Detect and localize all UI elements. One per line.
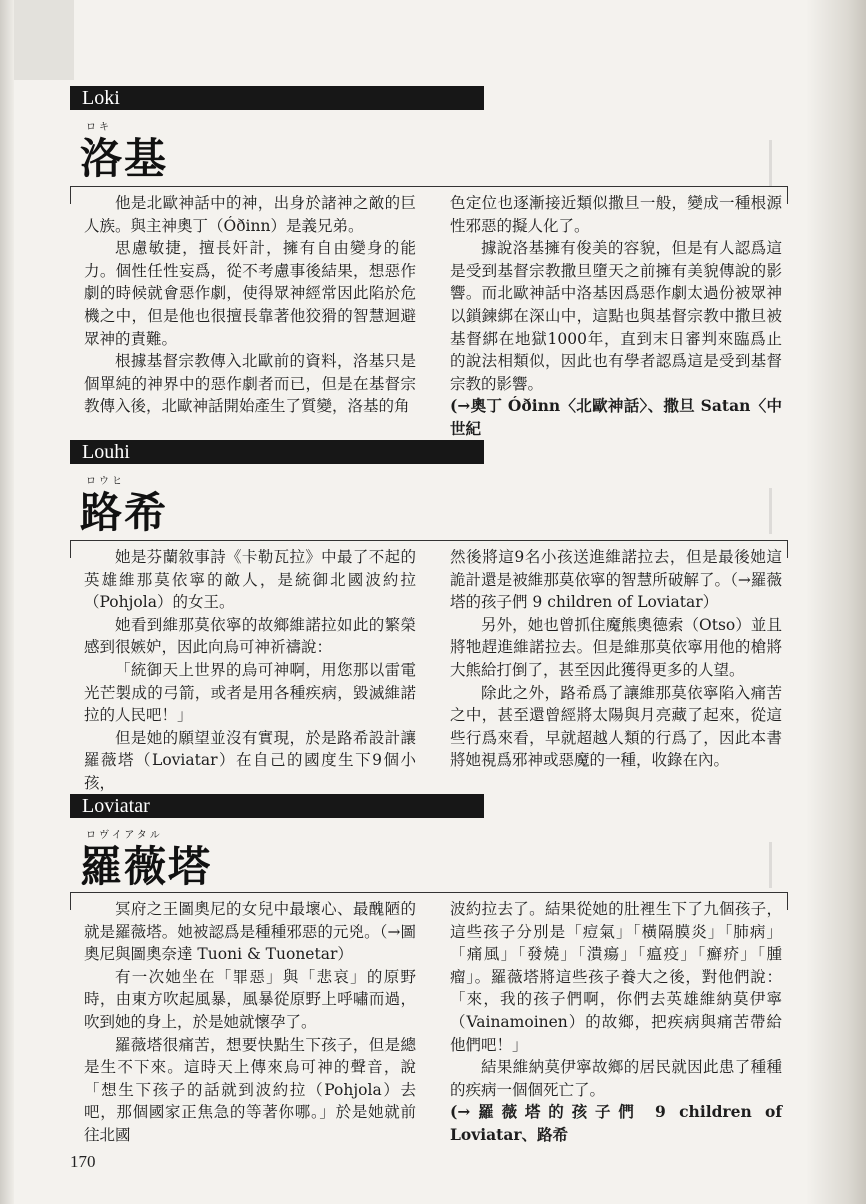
bleed-through-mark [769, 842, 806, 888]
left-column [84, 192, 416, 418]
left-column [84, 898, 416, 1147]
entry-name-bar: Loki [70, 86, 484, 110]
left-column [84, 546, 416, 795]
section-rule-left [70, 892, 71, 910]
entry-title: 洛基 [80, 134, 169, 183]
paragraph: 據說洛基擁有俊美的容貌，但是有人認爲這是受到基督宗教撒旦墮天之前擁有美貌傳說的影響。而北歐神話中洛基因爲惡作劇太過份被眾神以鎖鍊綁在深山中，這點也與基督宗教中撒旦被基督綁在地獄1000年，直到末日審判來臨爲止的說法相類似，因此也有學者認爲這是受到基督宗教的影響。 [450, 239, 782, 393]
paragraph: 然後將這9名小孩送進維諾拉去，但是最後她這詭計還是被維那莫依寧的智慧所破解了。（→羅薇塔的孩子們 9 children of Loviatar） [450, 548, 782, 612]
paragraph: 她是芬蘭敘事詩《卡勒瓦拉》中最了不起的英雄維那莫依寧的敵人，是統御北國波約拉（Pohjola）的女王。 [84, 548, 416, 612]
paragraph: 冥府之王圖奧尼的女兒中最壞心、最醜陋的就是羅薇塔。她被認爲是種種邪惡的元兇。（→圖奧尼與圖奧奈達 Tuoni & Tuonetar） [84, 900, 416, 964]
paragraph: 根據基督宗教傳入北歐前的資料，洛基只是個單純的神界中的惡作劇者而已，但是在基督宗教傳入後，北歐神話開始產生了質變，洛基的角 [84, 352, 416, 416]
paragraph: 羅薇塔很痛苦，想要快點生下孩子，但是總是生不下來。這時天上傳來烏可神的聲音，說「想生下孩子的話就到波約拉（Pohjola）去吧，那個國家正焦急的等著你哪。」於是她就前往北國 [84, 1035, 416, 1144]
paragraph: 他是北歐神話中的神，出身於諸神之敵的巨人族。與主神奧丁（Óðinn）是義兄弟。 [84, 194, 416, 235]
bleed-through-mark [769, 488, 806, 534]
section-rule-left [70, 540, 71, 558]
paragraph: 結果維納莫伊寧故鄉的居民就因此患了種種的疾病一個個死亡了。 [450, 1058, 782, 1099]
entry-title: 羅薇塔 [80, 842, 213, 891]
page-margin-tab [14, 0, 74, 80]
bleed-through-mark [769, 140, 806, 186]
paragraph: 另外，她也曾抓住魔熊奧德索（Otso）並且將牠趕進維諾拉去。但是維那莫依寧用他的槍將大熊給打倒了，甚至因此獲得更多的人望。 [450, 615, 782, 679]
section-rule-right [787, 892, 788, 910]
paragraph: 除此之外，路希爲了讓維那莫依寧陷入痛苦之中，甚至還曾經將太陽與月亮藏了起來，從這些行爲來看，早就超越人類的行爲了，因此本書將她視爲邪神或惡魔的一種，收錄在內。 [450, 683, 782, 770]
section-rule-right [787, 540, 788, 558]
paragraph: 色定位也逐漸接近類似撒旦一般，變成一種根源性邪惡的擬人化了。 [450, 194, 782, 235]
entry-name-bar: Louhi [70, 440, 484, 464]
right-column [450, 898, 782, 1147]
paragraph: 但是她的願望並沒有實現，於是路希設計讓羅薇塔（Loviatar）在自己的國度生下9個小孩， [84, 728, 416, 792]
section-rule [70, 892, 788, 893]
right-column [450, 546, 782, 772]
cross-reference: (→羅薇塔的孩子們 9 children of Loviatar、路希 [450, 1102, 782, 1144]
paragraph: 有一次她坐在「罪惡」與「悲哀」的原野時，由東方吹起風暴，風暴從原野上呼嘯而過，吹到她的身上，於是她就懷孕了。 [84, 967, 416, 1031]
paragraph: 思慮敏捷，擅長奸計，擁有自由變身的能力。個性任性妄爲，從不考慮事後結果，想惡作劇的時候就會惡作劇，使得眾神經常因此陷於危機之中，但是他也很擅長靠著他狡猾的智慧迴避眾神的責難。 [84, 239, 416, 348]
paragraph: 「統御天上世界的烏可神啊，用您那以雷電光芒製成的弓箭，或者是用各種疾病，毀滅維諾拉的人民吧！」 [84, 660, 416, 725]
page-edge-shadow [806, 0, 866, 1204]
section-rule-right [787, 186, 788, 204]
section-rule [70, 186, 788, 187]
section-rule-left [70, 186, 71, 204]
page-gutter-shadow [0, 0, 14, 1204]
right-column [450, 192, 782, 441]
entry-kana: ロキ [86, 122, 112, 133]
page-number: 170 [70, 1152, 96, 1171]
entry-name-bar: Loviatar [70, 794, 484, 818]
section-rule [70, 540, 788, 541]
paragraph: 她看到維那莫依寧的故鄉維諾拉如此的繁榮感到很嫉妒，因此向烏可神祈禱說： [84, 615, 416, 657]
entry-title: 路希 [80, 488, 169, 537]
entry-kana: ロヴイアタル [86, 830, 163, 841]
paragraph: 波約拉去了。結果從她的肚裡生下了九個孩子，這些孩子分別是「痘氣」「橫隔膜炎」「肺病」「痛風」「發燒」「潰瘍」「瘟疫」「癬疥」「腫瘤」。羅薇塔將這些孩子養大之後，對他們說：「來，我的孩子們啊，你們去英雄維納莫伊寧（Vainamoinen）的故鄉，把疾病與痛苦帶給他們吧！」 [450, 900, 782, 1054]
cross-reference: (→奧丁 Óðinn〈北歐神話〉、撒旦 Satan〈中世紀 [450, 396, 782, 438]
entry-kana: ロウヒ [86, 476, 125, 487]
